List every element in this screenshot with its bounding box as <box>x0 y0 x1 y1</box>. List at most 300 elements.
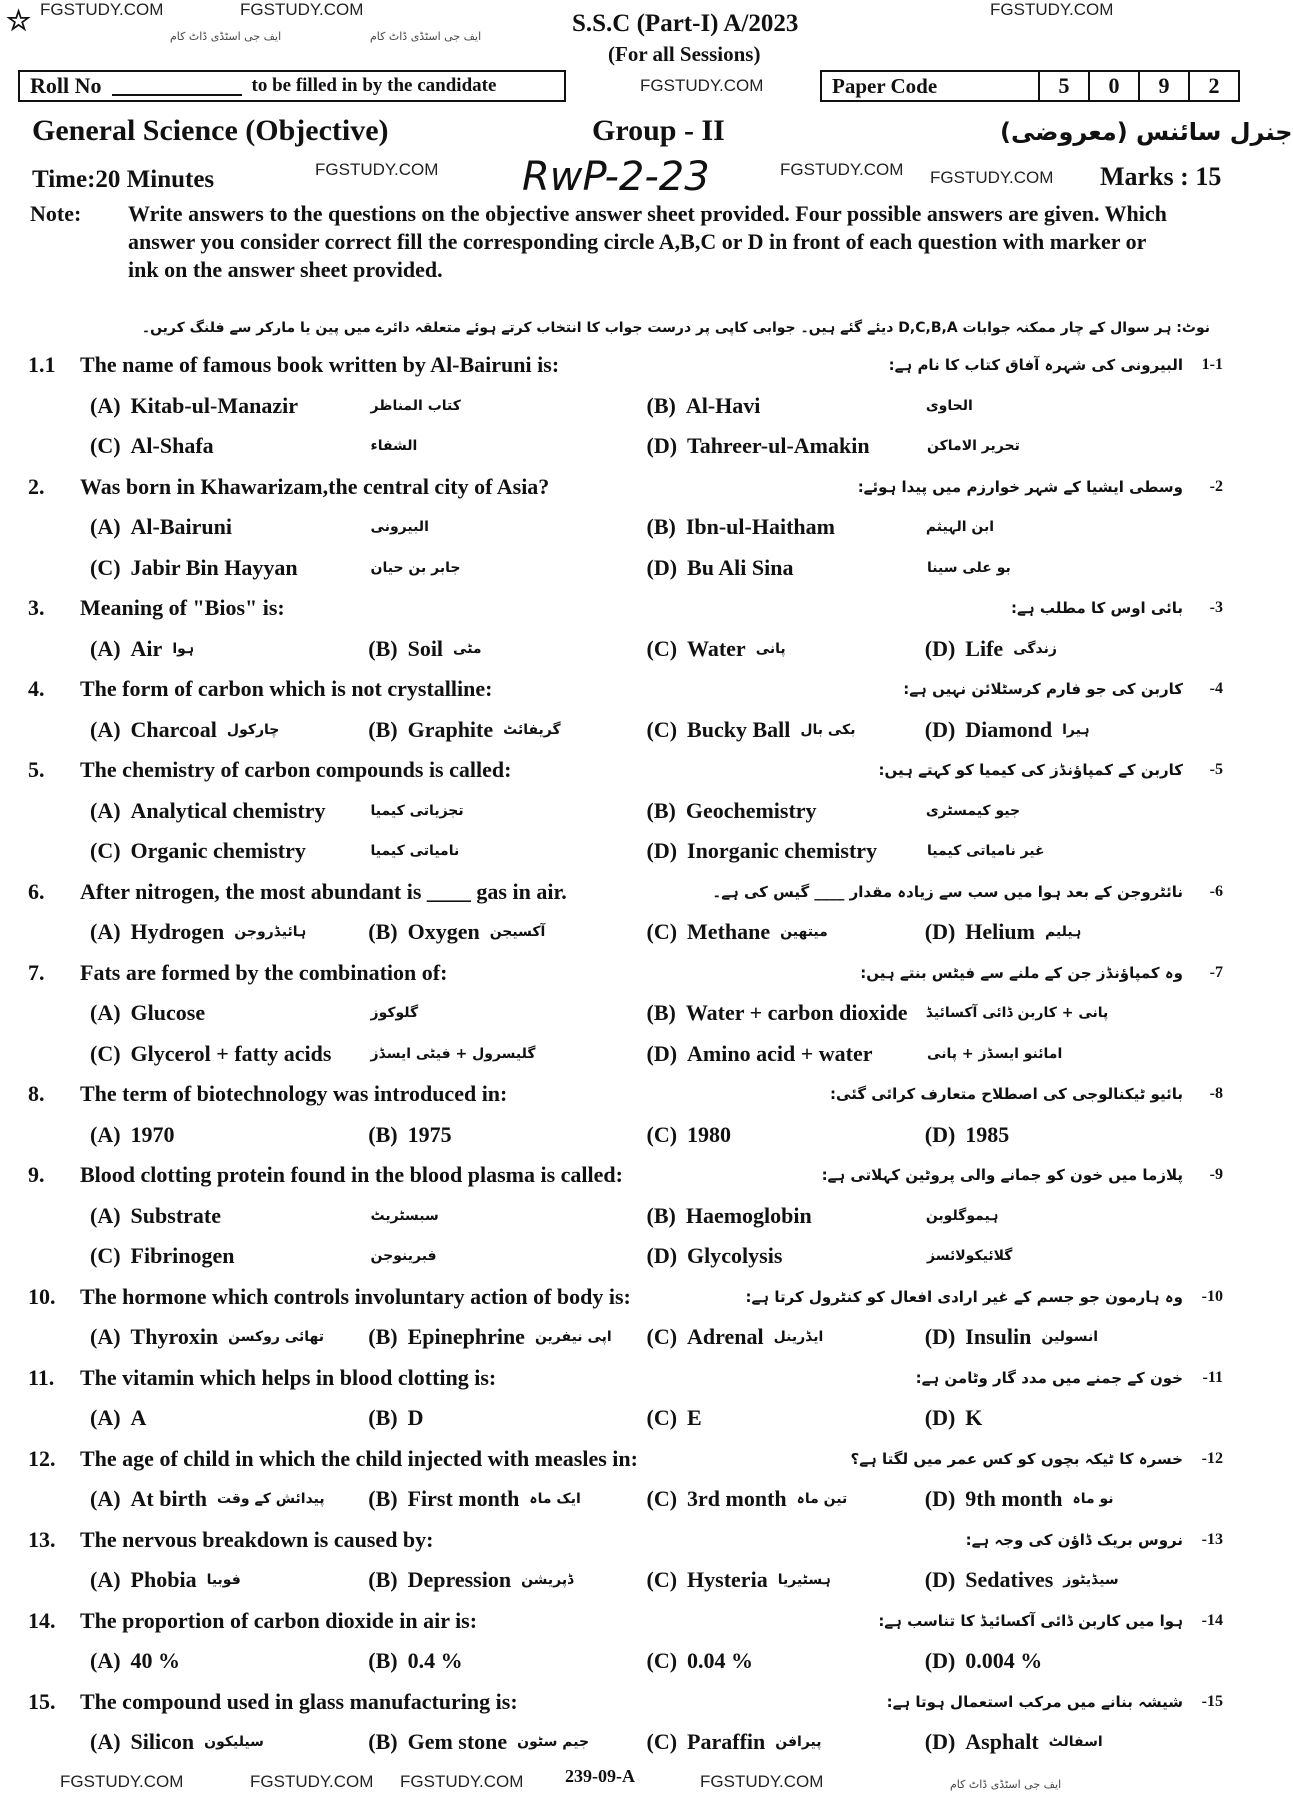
watermark: FGSTUDY.COM <box>780 160 904 179</box>
option-letter: (A) <box>90 716 121 742</box>
answer-option[interactable] <box>90 433 647 459</box>
faint-urdu: ایف جی اسٹڈی ڈاٹ کام <box>370 30 482 43</box>
question-number: 7. <box>28 959 45 985</box>
question-number: 15. <box>28 1688 56 1714</box>
question-text: The form of carbon which is not crystalline: <box>80 676 493 702</box>
options-row <box>28 831 1223 872</box>
option-text-urdu: انسولین <box>1041 1329 1099 1346</box>
option-text: A <box>130 1405 147 1431</box>
answer-option[interactable] <box>647 1567 925 1593</box>
option-letter: (C) <box>646 635 678 661</box>
options-row <box>28 629 1223 670</box>
options-row <box>28 548 1223 589</box>
answer-option[interactable] <box>90 1324 368 1350</box>
answer-option[interactable] <box>647 433 1204 459</box>
option-text-urdu: نامیاتی کیمیا <box>370 843 460 860</box>
answer-option[interactable] <box>925 1405 1203 1431</box>
question-number-urdu: -14 <box>1201 1611 1223 1629</box>
answer-option[interactable] <box>925 1122 1203 1148</box>
option-letter: (D) <box>924 1324 956 1350</box>
options-row <box>28 426 1223 467</box>
option-text-urdu: گلیسرول + فیٹی ایسڈز <box>370 1045 536 1062</box>
option-letter: (A) <box>90 1567 121 1593</box>
question-text: The proportion of carbon dioxide in air is: <box>80 1607 478 1633</box>
options-row <box>28 507 1223 548</box>
option-text-urdu: بو علی سینا <box>927 559 1011 576</box>
option-letter: (C) <box>646 1405 678 1431</box>
option-text: Hysteria <box>687 1567 768 1593</box>
option-text: 1975 <box>407 1121 452 1147</box>
question-text: Fats are formed by the combination of: <box>80 959 448 985</box>
option-letter: (B) <box>368 1324 398 1350</box>
options-row <box>28 1560 1223 1601</box>
question-stem <box>28 1155 1223 1196</box>
option-letter: (D) <box>646 554 678 580</box>
option-letter: (C) <box>646 919 678 945</box>
question-text-urdu: بائیو ٹیکنالوجی کی اصطلاح متعارف کرائی گئی: <box>830 1085 1183 1104</box>
option-text-urdu: بکی بال <box>800 721 856 738</box>
option-text: Glucose <box>130 1000 206 1026</box>
option-text: 9th month <box>965 1486 1063 1512</box>
group: Group - II <box>592 114 725 147</box>
option-text-urdu: ہیلیم <box>1044 924 1082 941</box>
option-text-urdu: تجزیاتی کیمیا <box>370 802 464 819</box>
question-number-urdu: 1-1 <box>1201 356 1223 374</box>
option-text: Ibn-ul-Haitham <box>685 514 835 540</box>
answer-option[interactable] <box>647 1203 1204 1229</box>
answer-option[interactable] <box>925 1324 1203 1350</box>
question-number: 9. <box>28 1162 45 1188</box>
question-text: The vitamin which helps in blood clotting is: <box>80 1364 497 1390</box>
question-stem <box>28 953 1223 994</box>
option-text-urdu: ہیموگلوبن <box>925 1207 999 1224</box>
option-letter: (B) <box>368 716 398 742</box>
option-text: First month <box>407 1486 520 1512</box>
options-row <box>28 993 1223 1034</box>
option-text: Organic chemistry <box>130 838 306 864</box>
option-text: Silicon <box>130 1729 195 1755</box>
option-letter: (C) <box>90 554 121 580</box>
question-text-urdu: البیرونی کی شہرہ آفاق کتاب کا نام ہے: <box>888 356 1183 375</box>
question-text-urdu: خون کے جمنے میں مدد گار وٹامن ہے: <box>915 1368 1183 1387</box>
option-letter: (C) <box>646 1567 678 1593</box>
option-text-urdu: فوبیا <box>206 1572 241 1589</box>
answer-option[interactable] <box>368 1648 646 1674</box>
question-number: 12. <box>28 1445 56 1471</box>
options-row <box>28 386 1223 427</box>
option-text: Epinephrine <box>407 1324 525 1350</box>
option-letter: (B) <box>368 1121 398 1147</box>
option-text: E <box>687 1405 702 1431</box>
question-number-urdu: -9 <box>1209 1166 1223 1184</box>
answer-option[interactable] <box>925 1567 1203 1593</box>
option-text-urdu: ابن الہیثم <box>925 519 995 536</box>
option-text: Helium <box>965 919 1035 945</box>
answer-option[interactable] <box>90 1203 647 1229</box>
answer-option[interactable] <box>90 1405 368 1431</box>
question-text-urdu: ہوا میں کاربن ڈائی آکسائیڈ کا تناسب ہے: <box>878 1611 1183 1630</box>
paper-code-digit: 9 <box>1138 72 1188 100</box>
option-text: Al-Shafa <box>130 433 214 459</box>
answer-option[interactable] <box>368 717 646 743</box>
option-letter: (C) <box>646 1648 678 1674</box>
exam-title: S.S.C (Part-I) A/2023 <box>572 10 799 37</box>
question-text-urdu: کاربن کے کمپاؤنڈز کی کیمیا کو کہتے ہیں: <box>878 761 1183 780</box>
question-stem <box>28 345 1223 386</box>
option-text: Paraffin <box>687 1729 766 1755</box>
options-row <box>28 1398 1223 1439</box>
answer-option[interactable] <box>925 717 1203 743</box>
option-text-urdu: تحریر الاماکن <box>927 438 1020 455</box>
option-text: Inorganic chemistry <box>687 838 878 864</box>
answer-option[interactable] <box>90 919 368 945</box>
option-text: Substrate <box>130 1202 221 1228</box>
answer-option[interactable] <box>90 514 647 540</box>
answer-option[interactable] <box>90 1486 368 1512</box>
question-stem <box>28 1358 1223 1399</box>
answer-option[interactable] <box>647 1486 925 1512</box>
question-number-urdu: -11 <box>1202 1368 1223 1386</box>
watermark: FGSTUDY.COM <box>315 160 439 179</box>
answer-option[interactable] <box>925 1729 1203 1755</box>
answer-option[interactable] <box>90 838 647 864</box>
question-stem <box>28 1277 1223 1318</box>
option-text: 40 % <box>130 1648 181 1674</box>
answer-option[interactable] <box>368 1729 646 1755</box>
option-letter: (A) <box>90 919 121 945</box>
question-stem <box>28 669 1223 710</box>
option-letter: (C) <box>646 1729 678 1755</box>
option-letter: (B) <box>368 919 398 945</box>
question-number-urdu: -6 <box>1209 882 1223 900</box>
option-text-urdu: ہوا <box>172 640 195 657</box>
option-text: Water + carbon dioxide <box>685 1000 908 1026</box>
option-letter: (D) <box>924 1121 956 1147</box>
watermark: FGSTUDY.COM <box>250 1772 374 1791</box>
answer-option[interactable] <box>647 1041 1204 1067</box>
option-letter: (B) <box>368 1729 398 1755</box>
option-letter: (D) <box>924 1567 956 1593</box>
option-letter: (D) <box>646 433 678 459</box>
option-letter: (A) <box>90 1202 121 1228</box>
question-number: 13. <box>28 1526 56 1552</box>
option-text: Methane <box>687 919 771 945</box>
option-letter: (C) <box>90 1243 121 1269</box>
option-text-urdu: پیرافن <box>775 1734 822 1751</box>
option-letter: (C) <box>90 433 121 459</box>
note <box>30 200 1180 284</box>
option-letter: (D) <box>924 1486 956 1512</box>
option-letter: (C) <box>646 716 678 742</box>
option-text: Haemoglobin <box>685 1202 812 1228</box>
answer-option[interactable] <box>925 1648 1203 1674</box>
options-row <box>28 1317 1223 1358</box>
option-text: Thyroxin <box>130 1324 219 1350</box>
question-text: The nervous breakdown is caused by: <box>80 1526 434 1552</box>
watermark: FGSTUDY.COM <box>40 0 164 19</box>
option-text-urdu: اپی نیفرین <box>534 1329 612 1346</box>
option-letter: (D) <box>646 1040 678 1066</box>
option-letter: (D) <box>924 1405 956 1431</box>
option-text: D <box>407 1405 424 1431</box>
question-number: 6. <box>28 878 45 904</box>
question-number-urdu: -8 <box>1209 1085 1223 1103</box>
answer-option[interactable] <box>368 919 646 945</box>
option-letter: (B) <box>368 1648 398 1674</box>
question-text: The name of famous book written by Al-Bairuni is: <box>80 352 560 378</box>
question-text-urdu: کاربن کی جو فارم کرسٹلائن نہیں ہے: <box>903 680 1183 699</box>
answer-option[interactable] <box>647 1000 1204 1026</box>
option-text-urdu: گلوکوز <box>370 1005 419 1022</box>
option-text: Bu Ali Sina <box>687 554 794 580</box>
question-text-urdu: بائی اوس کا مطلب ہے: <box>1011 599 1183 618</box>
options-row <box>28 1236 1223 1277</box>
option-text-urdu: ڈپریشن <box>521 1572 574 1589</box>
option-text: 0.4 % <box>407 1648 463 1674</box>
option-text: Adrenal <box>687 1324 764 1350</box>
option-text: Insulin <box>965 1324 1032 1350</box>
option-text: Phobia <box>130 1567 197 1593</box>
question-number: 3. <box>28 595 45 621</box>
option-text: Air <box>130 635 163 661</box>
option-text: Diamond <box>965 716 1053 742</box>
options-row <box>28 1641 1223 1682</box>
answer-option[interactable] <box>90 717 368 743</box>
paper-code-box <box>820 70 1240 102</box>
option-text: Sedatives <box>965 1567 1054 1593</box>
option-text: Asphalt <box>965 1729 1039 1755</box>
star-icon: ☆ <box>6 6 32 37</box>
question-text: After nitrogen, the most abundant is ____ gas in air. <box>80 878 567 904</box>
option-text: Al-Havi <box>685 392 761 418</box>
question-text-urdu: پلازما میں خون کو جمانے والی پروٹین کہلاتی ہے: <box>821 1166 1183 1185</box>
answer-option[interactable] <box>647 1648 925 1674</box>
options-row <box>28 912 1223 953</box>
options-row <box>28 1722 1223 1763</box>
answer-option[interactable] <box>90 555 647 581</box>
option-text: Graphite <box>407 716 494 742</box>
footer-code: 239-09-A <box>565 1766 635 1786</box>
option-letter: (C) <box>646 1121 678 1147</box>
answer-option[interactable] <box>647 1122 925 1148</box>
option-text: Soil <box>407 635 444 661</box>
option-letter: (A) <box>90 1729 121 1755</box>
option-letter: (A) <box>90 1648 121 1674</box>
option-text-urdu: کتاب المناظر <box>370 397 461 414</box>
watermark: FGSTUDY.COM <box>930 168 1054 187</box>
option-text: Fibrinogen <box>130 1243 235 1269</box>
question-text-urdu: وسطی ایشیا کے شہر خوارزم میں پیدا ہوئے: <box>857 477 1183 496</box>
option-text-urdu: جیم سٹون <box>517 1734 590 1751</box>
question-number-urdu: -7 <box>1209 963 1223 981</box>
answer-option[interactable] <box>368 1324 646 1350</box>
answer-option[interactable] <box>90 798 647 824</box>
question-text-urdu: وہ کمپاؤنڈز جن کے ملنے سے فیٹس بنتے ہیں: <box>860 963 1183 982</box>
question-stem <box>28 750 1223 791</box>
answer-option[interactable] <box>647 1729 925 1755</box>
option-letter: (C) <box>646 1324 678 1350</box>
watermark: FGSTUDY.COM <box>60 1772 184 1791</box>
roll-note: to be filled in by the candidate <box>251 75 497 96</box>
answer-option[interactable] <box>647 514 1204 540</box>
question-number-urdu: -12 <box>1201 1449 1223 1467</box>
option-text-urdu: ہائیڈروجن <box>234 924 307 941</box>
option-text: Bucky Ball <box>687 716 791 742</box>
question-stem <box>28 588 1223 629</box>
option-letter: (A) <box>90 514 121 540</box>
option-text: Water <box>687 635 746 661</box>
option-text-urdu: آکسیجن <box>489 924 546 941</box>
option-letter: (D) <box>646 1243 678 1269</box>
answer-option[interactable] <box>647 636 925 662</box>
answer-option[interactable] <box>368 1122 646 1148</box>
option-letter: (C) <box>90 1040 121 1066</box>
faint-urdu: ایف جی اسٹڈی ڈاٹ کام <box>950 1778 1062 1791</box>
question-stem <box>28 872 1223 913</box>
answer-option[interactable] <box>90 1567 368 1593</box>
answer-option[interactable] <box>647 1243 1204 1269</box>
handwritten-note: RwP-2-23 <box>522 154 710 200</box>
option-text: Tahreer-ul-Amakin <box>687 433 870 459</box>
question-text-urdu: شیشہ بنانے میں مرکب استعمال ہوتا ہے: <box>886 1692 1183 1711</box>
option-text-urdu: گلائیکولائسز <box>927 1248 1013 1265</box>
option-text: Depression <box>407 1567 512 1593</box>
answer-option[interactable] <box>90 393 647 419</box>
option-letter: (A) <box>90 635 121 661</box>
answer-option[interactable] <box>647 393 1204 419</box>
answer-option[interactable] <box>90 1000 647 1026</box>
question-list <box>28 345 1223 1763</box>
answer-option[interactable] <box>647 1405 925 1431</box>
answer-option[interactable] <box>90 1243 647 1269</box>
answer-option[interactable] <box>647 919 925 945</box>
option-letter: (D) <box>924 716 956 742</box>
question-number: 2. <box>28 473 45 499</box>
paper-code-label: Paper Code <box>832 73 938 98</box>
option-text-urdu: ہسٹیریا <box>777 1572 831 1589</box>
options-row <box>28 791 1223 832</box>
option-letter: (B) <box>368 1405 398 1431</box>
option-text-urdu: تھائی روکسن <box>228 1329 324 1346</box>
answer-option[interactable] <box>647 717 925 743</box>
answer-option[interactable] <box>925 919 1203 945</box>
question-stem <box>28 1520 1223 1561</box>
option-letter: (A) <box>90 1121 121 1147</box>
answer-option[interactable] <box>90 636 368 662</box>
answer-option[interactable] <box>368 1567 646 1593</box>
option-text-urdu: زندگی <box>1013 640 1057 657</box>
option-text: Jabir Bin Hayyan <box>130 554 298 580</box>
question-text: Was born in Khawarizam,the central city of Asia? <box>80 473 550 499</box>
option-text-urdu: پانی <box>755 640 786 657</box>
option-text: 1970 <box>130 1121 175 1147</box>
options-row <box>28 710 1223 751</box>
answer-option[interactable] <box>368 1486 646 1512</box>
option-letter: (D) <box>924 919 956 945</box>
paper-code-digit: 2 <box>1188 72 1238 100</box>
question-text: The age of child in which the child injected with measles in: <box>80 1445 638 1471</box>
answer-option[interactable] <box>90 1729 368 1755</box>
option-text: Oxygen <box>407 919 480 945</box>
question-number-urdu: -15 <box>1201 1692 1223 1710</box>
option-text: Charcoal <box>130 716 217 742</box>
answer-option[interactable] <box>647 1324 925 1350</box>
option-text-urdu: جیو کیمسٹری <box>925 802 1021 819</box>
question-number: 10. <box>28 1283 56 1309</box>
option-text-urdu: فبرینوجن <box>370 1248 437 1265</box>
option-text: 1985 <box>965 1121 1010 1147</box>
answer-option[interactable] <box>925 1486 1203 1512</box>
options-row <box>28 1196 1223 1237</box>
question-number: 11. <box>28 1364 55 1390</box>
answer-option[interactable] <box>647 838 1204 864</box>
option-letter: (B) <box>646 1202 676 1228</box>
watermark: FGSTUDY.COM <box>700 1772 824 1791</box>
option-text: Gem stone <box>407 1729 508 1755</box>
option-text: Life <box>965 635 1004 661</box>
option-text: 3rd month <box>687 1486 787 1512</box>
option-text: At birth <box>130 1486 207 1512</box>
paper-code-digit: 5 <box>1038 72 1088 100</box>
question-text-urdu: نروس بریک ڈاؤن کی وجہ ہے: <box>965 1530 1183 1549</box>
option-letter: (A) <box>90 392 121 418</box>
paper-code-digit: 0 <box>1088 72 1138 100</box>
option-text-urdu: سبسٹریٹ <box>370 1207 439 1224</box>
answer-option[interactable] <box>90 1122 368 1148</box>
answer-option[interactable] <box>368 1405 646 1431</box>
option-text: 1980 <box>687 1121 732 1147</box>
answer-option[interactable] <box>647 798 1204 824</box>
option-letter: (B) <box>646 797 676 823</box>
option-text-urdu: ہیرا <box>1062 721 1090 738</box>
question-text: The chemistry of carbon compounds is called: <box>80 757 512 783</box>
roll-number-field[interactable] <box>112 76 242 96</box>
option-letter: (B) <box>646 392 676 418</box>
faint-urdu: ایف جی اسٹڈی ڈاٹ کام <box>170 30 282 43</box>
option-letter: (C) <box>646 1486 678 1512</box>
option-text: Geochemistry <box>685 797 817 823</box>
answer-option[interactable] <box>90 1041 647 1067</box>
option-text-urdu: سیڈیٹوز <box>1063 1572 1119 1589</box>
note-urdu: نوٹ: ہر سوال کے چار ممکنہ جوابات D,C,B,A دیئے گئے ہیں۔ جوابی کاپی پر درست جواب کا انتخاب کرتے ہوئے متعلقہ دائرے میں پین یا مارکر سے فلنگ کریں۔ <box>141 320 1210 336</box>
option-letter: (D) <box>924 1729 956 1755</box>
option-text: Analytical chemistry <box>130 797 326 823</box>
watermark: FGSTUDY.COM <box>990 0 1114 19</box>
question-number: 4. <box>28 676 45 702</box>
subject-urdu: جنرل سائنس (معروضی) <box>1000 118 1293 146</box>
option-letter: (B) <box>368 1486 398 1512</box>
watermark: FGSTUDY.COM <box>400 1772 524 1791</box>
option-letter: (B) <box>646 1000 676 1026</box>
watermark: FGSTUDY.COM <box>640 76 764 95</box>
time: Time:20 Minutes <box>32 166 215 193</box>
question-text: The compound used in glass manufacturing is: <box>80 1688 518 1714</box>
option-text-urdu: ایڈرینل <box>773 1329 824 1346</box>
options-row <box>28 1479 1223 1520</box>
watermark: FGSTUDY.COM <box>240 0 364 19</box>
option-text-urdu: پیدائش کے وقت <box>216 1491 325 1508</box>
question-number: 8. <box>28 1081 45 1107</box>
answer-option[interactable] <box>368 636 646 662</box>
answer-option[interactable] <box>90 1648 368 1674</box>
option-text: Amino acid + water <box>687 1040 873 1066</box>
answer-option[interactable] <box>647 555 1204 581</box>
question-stem <box>28 1682 1223 1723</box>
marks: Marks : 15 <box>1100 162 1222 191</box>
option-letter: (A) <box>90 1486 121 1512</box>
option-text-urdu: تین ماہ <box>796 1491 848 1508</box>
answer-option[interactable] <box>925 636 1203 662</box>
